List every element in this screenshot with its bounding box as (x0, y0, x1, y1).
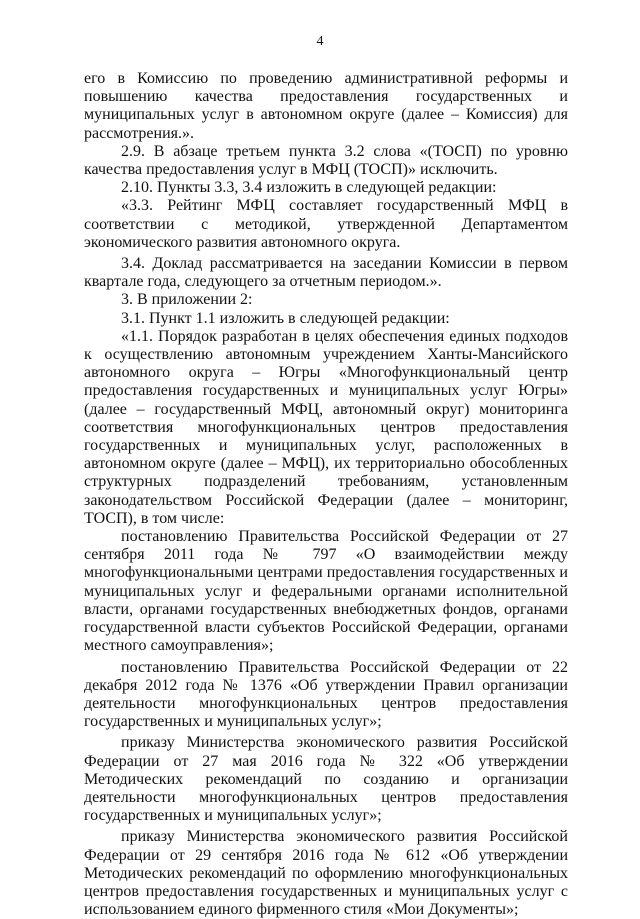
page-number: 4 (316, 34, 324, 49)
paragraph: 3.1. Пункт 1.1 изложить в следующей редакции: (121, 309, 450, 327)
paragraph: его в Комиссию по проведению административной реформы и повышению качества предоставления государственных и муниципальных услуг в автономном округе (далее – Комиссия) для рассмотрения.». (84, 70, 568, 142)
paragraph: «1.1. Порядок разработан в целях обеспечения единых подходов к осуществлению автономным учреждением Ханты-Мансийского автономного округа – Югры «Многофункциональный центр предоставления государственных и муниципальных услуг Югры» (далее – государственный МФЦ, автономный округ) мониторинга соответствия многофункциональных центров предоставления государственных и муниципальных услуг, расположенных в автономном округе (далее – МФЦ), их территориально обособленных структурных подразделений требованиям, установленным законодательством Российской Федерации (далее – мониторинг, ТОСП), в том числе: (84, 327, 568, 527)
paragraph: 2.9. В абзаце третьем пункта 3.2 слова «(ТОСП) по уровню качества предоставления услуг в МФЦ (ТОСП)» исключить. (84, 142, 568, 179)
paragraph: приказу Министерства экономического развития Российской Федерации от 29 сентября 2016 года № 612 «Об утверждении Методических рекомендаций по оформлению многофункциональных центров предоставления государственных и муниципальных услуг с использованием единого фирменного стиля «Мои Документы»; (84, 828, 568, 919)
paragraph: 2.10. Пункты 3.3, 3.4 изложить в следующей редакции: (121, 179, 497, 197)
paragraph: приказу Министерства экономического развития Российской Федерации от 27 мая 2016 года № 322 «Об утверждении Методических рекомендаций по созданию и организации деятельности многофункциональных центров предоставления государственных и муниципальных услуг»; (84, 734, 568, 825)
paragraph: 3. В приложении 2: (121, 291, 253, 309)
document-body (84, 70, 568, 919)
paragraph: «3.3. Рейтинг МФЦ составляет государственный МФЦ в соответствии с методикой, утвержденной Департаментом экономического развития автономного округа. (84, 197, 568, 251)
paragraph: постановлению Правительства Российской Федерации от 22 декабря 2012 года № 1376 «Об утверждении Правил организации деятельности многофункциональных центров предоставления государственных и муниципальных услуг»; (84, 658, 568, 731)
paragraph: 3.4. Доклад рассматривается на заседании Комиссии в первом квартале года, следующего за отчетным периодом.». (84, 255, 568, 291)
paragraph: постановлению Правительства Российской Федерации от 27 сентября 2011 года № 797 «О взаимодействии между многофункциональными центрами предоставления государственных и муниципальных услуг и федеральными органами исполнительной власти, органами государственных внебюджетных фондов, органами государственной власти субъектов Российской Федерации, органами местного самоуправления»; (84, 528, 568, 655)
